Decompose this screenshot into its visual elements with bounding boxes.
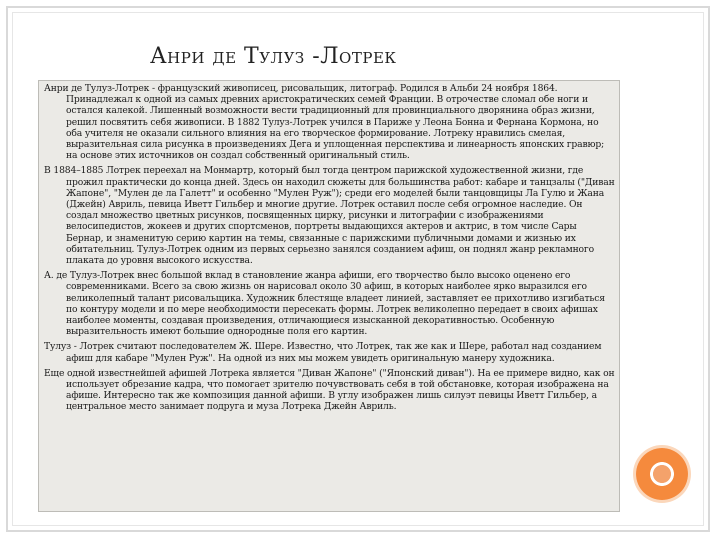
paragraph-cheret: Тулуз - Лотрек считают последователем Ж. Шере. Известно, что Лотрек, так же как и Шере, работал над созданием афиш для кабаре "Мулен Руж". На одной из них мы можем увидеть оригинальную манеру художника.: [44, 341, 602, 364]
paragraph-poster-genre: А. де Тулуз-Лотрек внес большой вклад в становление жанра афиши, его творчество было высоко оценено его современниками. Всего за свою жизнь он нарисовал около 30 афиш, в которых наиболее ярко выразился его великолепный талант рисовальщика. Художник блестяще владеет линией, заставляет ее прихотливо изгибаться по контуру модели и по мере необходимости пересекать формы. Лотрек великолепно передает в своих афишах наиболее моменты, создавая произведения, отличающиеся изысканной декоративностью. Особенную выразительность имеют большие однородные поля его картин.: [44, 270, 605, 338]
paragraph-biography: Анри де Тулуз-Лотрек - французский живописец, рисовальщик, литограф. Родился в Альби 24 ноября 1864. Принадлежал к одной из самых древних аристократических семей Франции. В отрочестве сломал обе ноги и остался калекой. Лишенный возможности вести традиционный для провинциального дворянина образ жизни, решил посвятить себя живописи. В 1882 Тулуз-Лотрек учился в Париже у Леона Бонна и Фернана Кормона, но оба учителя не оказали сильного влияния на его творческое формирование. Лотреку нравились смелая, выразительная сила рисунка в произведениях Дега и уплощенная перспектива и линеарность японских гравюр; на основе этих источников он создал собственный оригинальный стиль.: [44, 83, 605, 162]
paragraph-montmartre: В 1884–1885 Лотрек переехал на Монмартр, который был тогда центром парижской художественной жизни, где прожил практически до конца дней. Здесь он находил сюжеты для большинства работ: кабаре и танцзалы ("Диван Жапоне", "Мулен де ла Галетт" и особенно "Мулен Руж"); среди его моделей были танцовщицы Ла Гулю и Жана (Джейн) Авриль, певица Иветт Гильбер и многие другие. Лотрек оставил после себя огромное наследие. Он создал множество цветных рисунков, посвященных цирку, рисунки и литографии с изображениями велосипедистов, жокеев и других спортсменов, портреты выдающихся актеров и актрис, в том числе Сары Бернар, и знаменитую серию картин на темы, связанные с парижскими публичными домами и жизнью их обитательниц. Тулуз-Лотрек одним из первых серьезно занялся созданием афиш, он поднял жанр рекламного плаката до уровня высокого искусства.: [44, 165, 615, 267]
decorative-circle-icon: [636, 448, 688, 500]
text-content-box: [38, 80, 620, 512]
paragraph-divan-japonais: Еще одной известнейшей афишей Лотрека является "Диван Жапоне" ("Японский диван"). На ее примере видно, как он использует обрезание кадра, что помогает зрителю почувствовать себя в той обстановке, которая изображена на афише. Интересно так же композиция данной афиши. В углу изображен лишь силуэт певицы Иветт Гильбер, а центральное место занимает подруга и муза Лотрека Джейн Авриль.: [44, 367, 615, 413]
slide-title: Анри де Тулуз -Лотрек: [150, 44, 397, 69]
